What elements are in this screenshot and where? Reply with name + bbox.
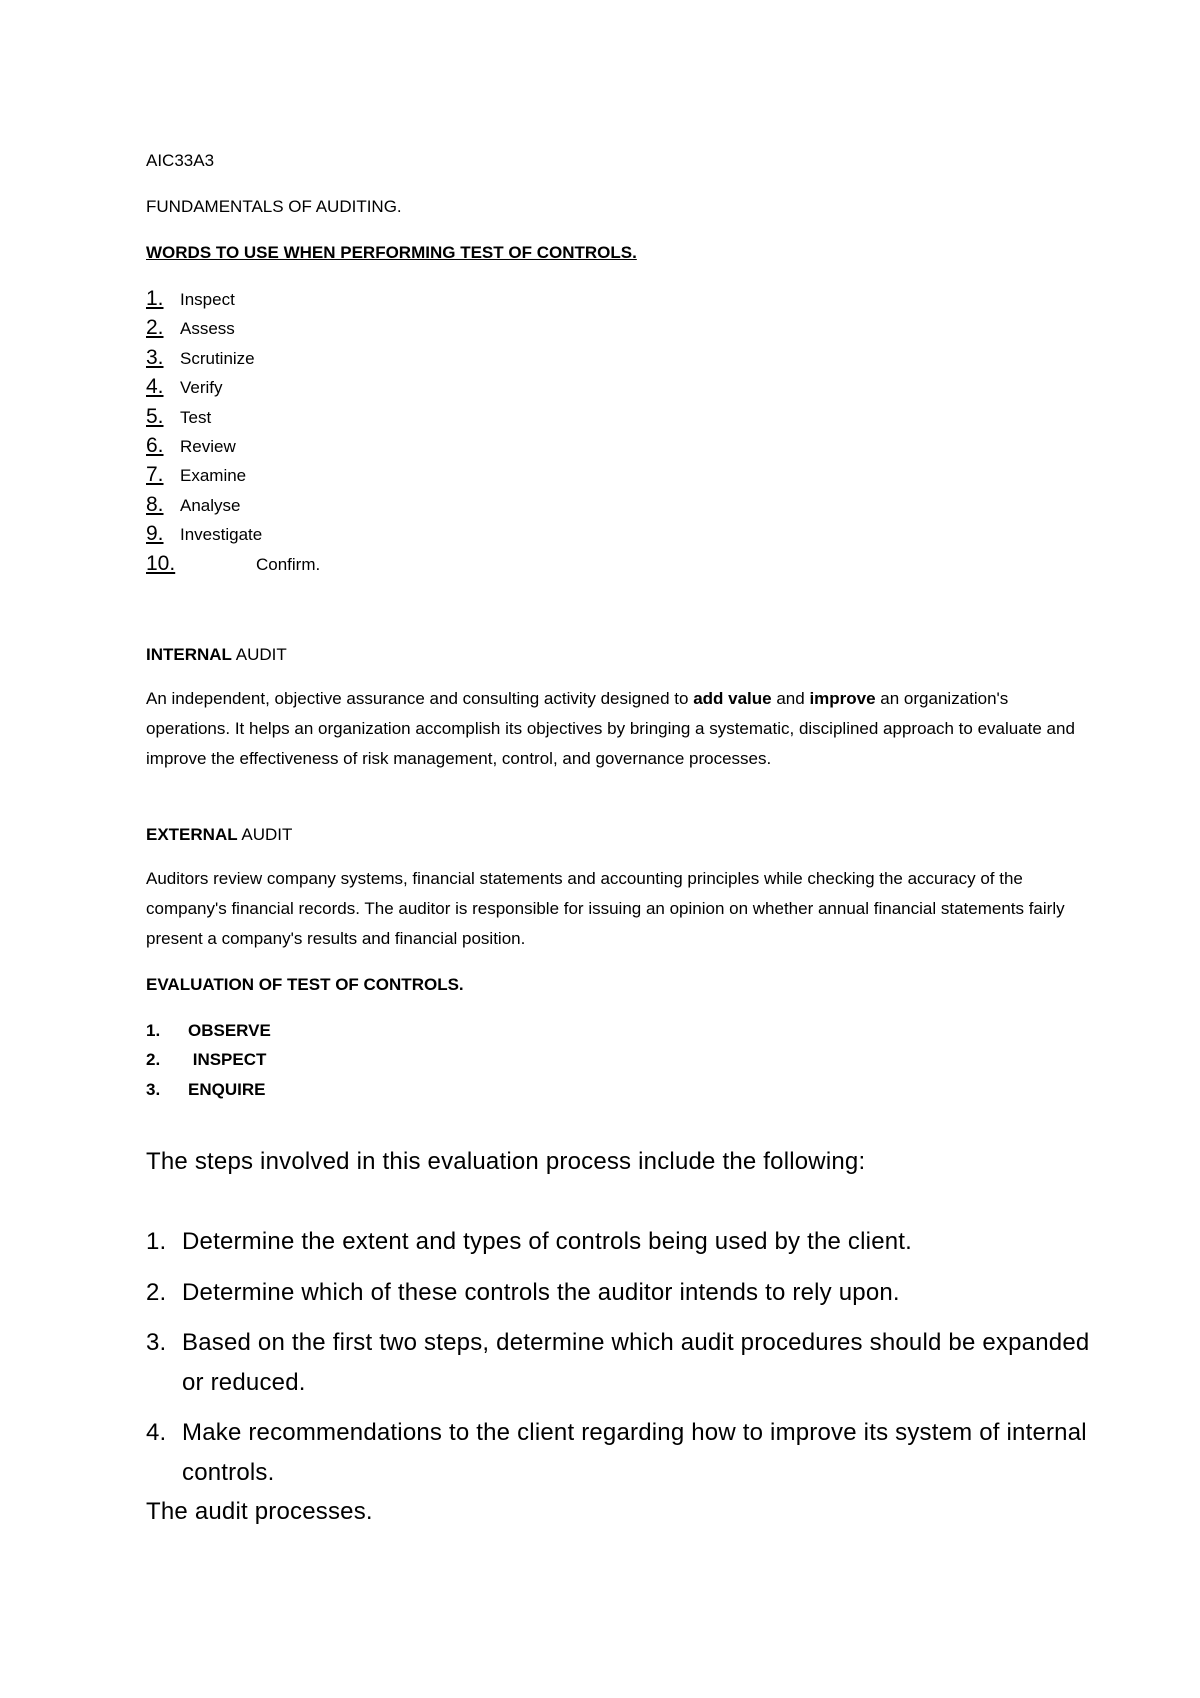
list-item [146,490,320,519]
text-run: An independent, objective assurance and consulting activity designed to [146,689,694,708]
list-item [146,460,320,489]
list-number: 3. [146,1329,167,1357]
heading-bold-part: INTERNAL [146,645,232,664]
list-text: Analyse [180,495,241,515]
list-item [146,549,320,578]
list-number: 1. [146,1228,167,1255]
list-text: Scrutinize [180,348,255,368]
steps-intro: The steps involved in this evaluation process include the following: [146,1148,866,1175]
list-text: Verify [180,378,223,398]
text-run: and [771,689,810,708]
bold-run: add value [693,689,772,708]
list-number: 4. [146,1419,167,1447]
list-item [146,284,320,313]
list-text: Determine the extent and types of controls being used by the client. [182,1228,913,1255]
steps-list [146,1222,1106,1504]
list-number: 1. [146,287,164,310]
heading-rest-part: AUDIT [231,645,287,664]
course-code: AIC33A3 [146,151,215,170]
list-item [146,1273,1106,1313]
list-text: Confirm. [256,554,321,574]
list-number: 8. [146,492,164,516]
list-number: 7. [146,463,164,487]
list-text: Test [180,407,212,427]
list-item [146,1222,1106,1262]
internal-audit-heading [146,640,287,670]
list-number: 5. [146,404,164,428]
list-number: 1. [146,1021,161,1040]
evaluation-heading: EVALUATION OF TEST OF CONTROLS. [146,975,464,994]
list-item [146,1075,271,1104]
evaluation-list [146,1016,271,1104]
list-item [146,1323,1106,1402]
list-text: ENQUIRE [188,1079,266,1099]
subject-title: FUNDAMENTALS OF AUDITING. [146,197,402,216]
list-item [146,372,320,401]
bold-run: improve [809,689,876,708]
external-audit-definition: Auditors review company systems, financial statements and accounting principles while checking the accuracy of the company's financial records. The auditor is responsible for issuing an opinion on whether annual financial statements fairly present a company's results and financial position. [146,869,1065,948]
list-text: Investigate [180,525,263,545]
closing-line: The audit processes. [146,1498,373,1525]
heading-bold-part: EXTERNAL [146,825,238,844]
external-audit-heading [146,820,292,850]
list-text: Assess [180,319,235,339]
heading-rest-part: AUDIT [237,825,293,844]
list-text: OBSERVE [188,1021,271,1040]
words-list [146,284,320,578]
list-number: 10. [146,551,176,575]
list-number: 2. [146,316,164,340]
list-item [146,431,320,460]
list-number: 2. [146,1278,167,1306]
list-item [146,1413,1106,1492]
list-item [146,519,320,548]
list-text: Inspect [180,290,235,309]
list-number: 4. [146,375,164,399]
list-text: Make recommendations to the client regarding how to improve its system of internal controls. [182,1419,1087,1486]
text-run: an organization's operations. It helps an organization accomplish its objectives by bringing a systematic, disciplined approach to evaluate and improve the effectiveness of risk management, control, and governance processes. [146,689,1075,768]
list-text: Based on the first two steps, determine which audit procedures should be expanded or reduced. [182,1329,1090,1396]
list-text: INSPECT [188,1050,267,1070]
list-item [146,402,320,431]
internal-audit-definition [146,684,1076,773]
list-text: Determine which of these controls the auditor intends to rely upon. [182,1278,900,1306]
list-number: 3. [146,345,164,369]
list-text: Examine [180,466,247,486]
list-number: 6. [146,433,164,457]
list-text: Review [180,436,236,456]
list-number: 3. [146,1079,161,1099]
list-item [146,1045,271,1074]
list-number: 2. [146,1050,161,1070]
list-item [146,313,320,342]
list-number: 9. [146,522,164,546]
words-heading: WORDS TO USE WHEN PERFORMING TEST OF CONTROLS. [146,243,637,262]
list-item [146,1016,271,1045]
list-item [146,343,320,372]
